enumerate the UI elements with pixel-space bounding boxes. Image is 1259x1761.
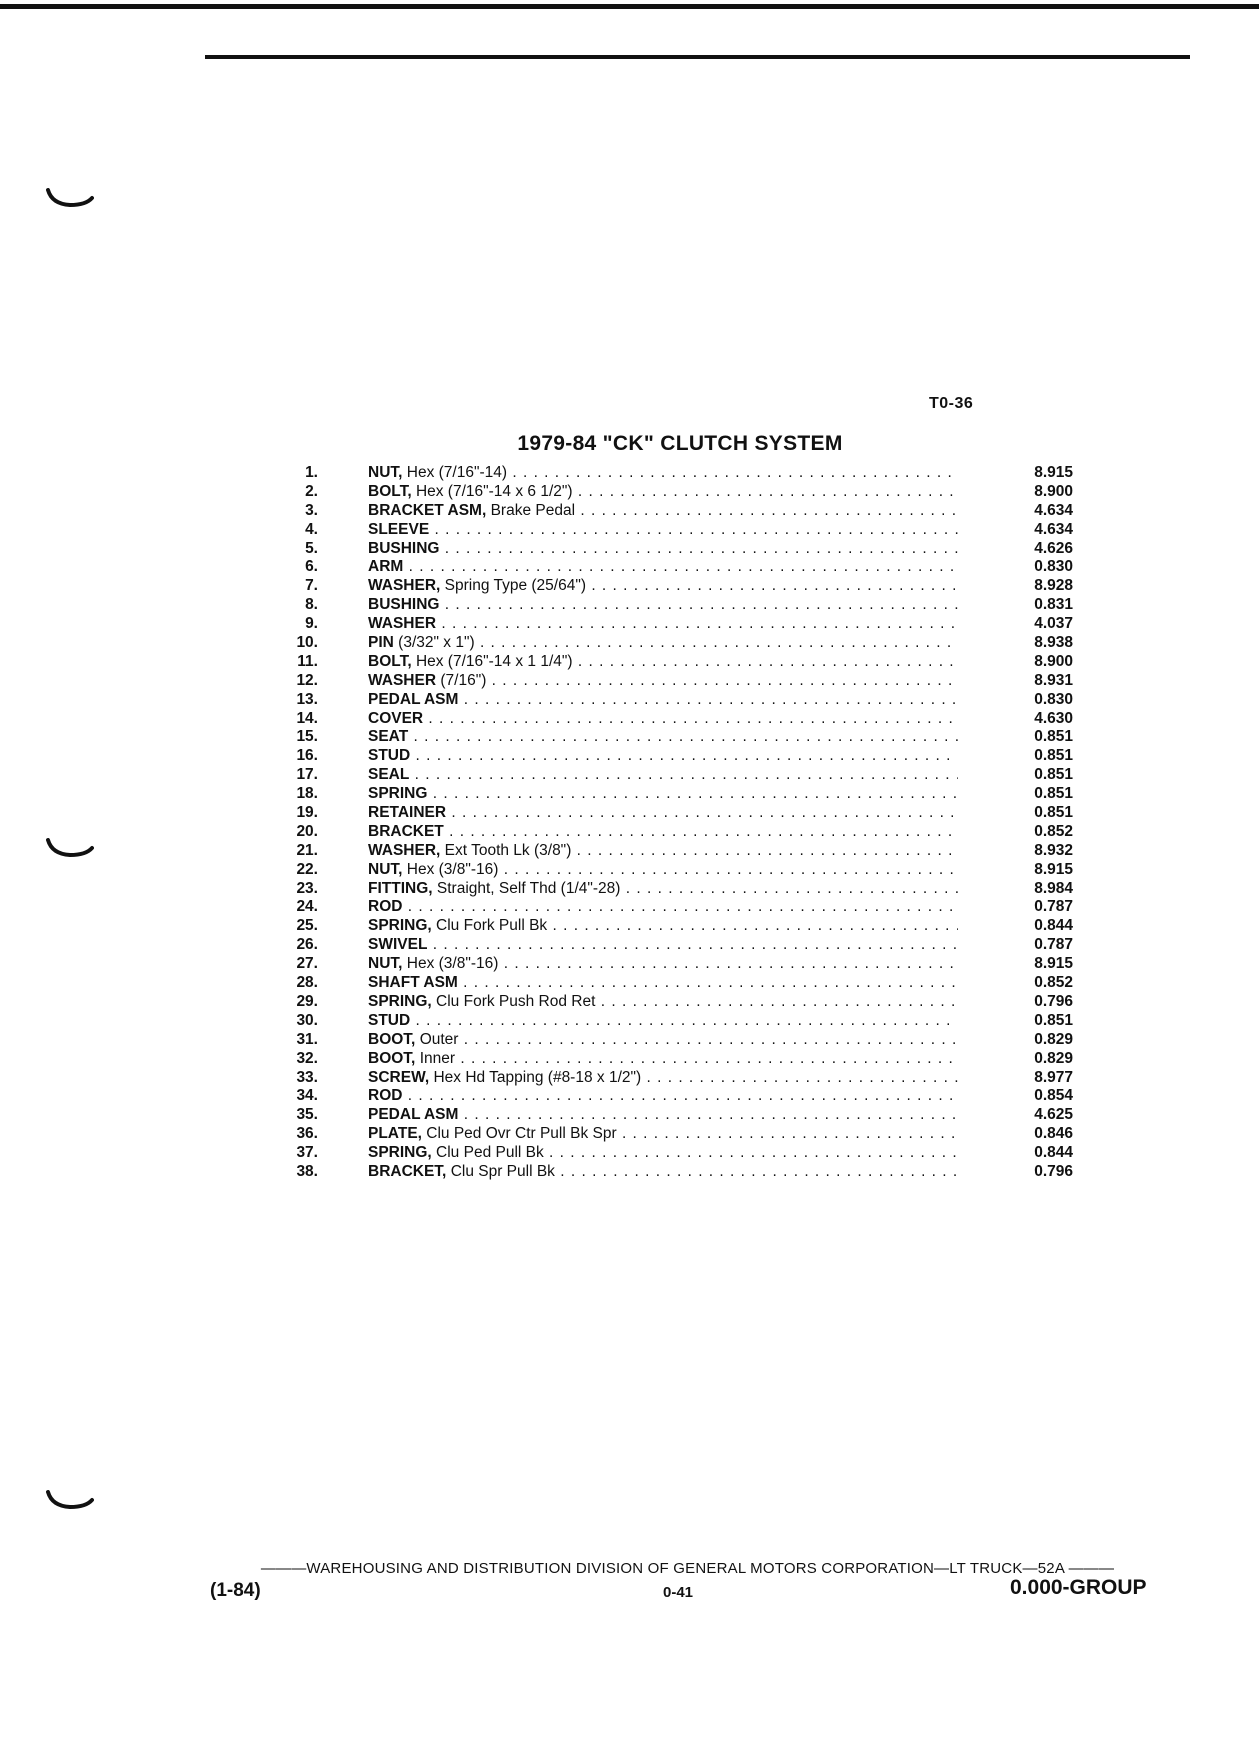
- item-group-code: 8.915: [1034, 464, 1073, 481]
- item-description: [368, 803, 958, 822]
- item-description: [368, 576, 958, 595]
- item-name: WASHER,: [368, 577, 441, 595]
- item-description: [368, 1105, 958, 1124]
- item-group-code: 8.900: [1034, 652, 1073, 670]
- item-number: 7.: [305, 577, 318, 595]
- item-description: [368, 1124, 958, 1143]
- item-number: 5.: [305, 539, 318, 557]
- list-item: [280, 916, 1080, 935]
- item-group-code: 8.938: [1034, 634, 1073, 652]
- footer-page-number: 0-41: [663, 1584, 694, 1601]
- item-number: 33.: [296, 1068, 318, 1086]
- item-group-code: 0.851: [1034, 728, 1073, 746]
- item-name: NUT,: [368, 464, 403, 481]
- item-number: 32.: [296, 1049, 318, 1067]
- item-detail: Ext Tooth Lk (3/8"): [444, 841, 572, 859]
- item-number: 9.: [305, 615, 318, 633]
- item-name: PIN: [368, 634, 394, 652]
- list-item: [280, 1162, 1080, 1181]
- list-item: [280, 595, 1080, 614]
- item-description: [368, 897, 958, 916]
- item-name: SCREW,: [368, 1068, 430, 1086]
- item-name: ROD: [368, 1087, 403, 1105]
- list-item: [280, 746, 1080, 765]
- item-name: BRACKET,: [368, 1162, 447, 1180]
- item-name: BRACKET: [368, 822, 444, 840]
- item-name: SPRING,: [368, 917, 432, 935]
- item-number: 30.: [296, 1011, 318, 1029]
- item-group-code: 8.984: [1034, 879, 1073, 897]
- item-group-code: 0.851: [1034, 747, 1073, 765]
- binder-hole-mark-icon: [46, 1490, 94, 1510]
- item-detail: Hex (7/16"-14 x 1 1/4"): [415, 652, 573, 670]
- list-item: [280, 1105, 1080, 1124]
- item-name: BOOT,: [368, 1049, 416, 1067]
- item-number: 31.: [296, 1030, 318, 1048]
- item-name: PEDAL ASM: [368, 1106, 459, 1124]
- top-border-rule: [0, 4, 1259, 9]
- item-detail: Inner: [419, 1049, 456, 1067]
- item-description: [368, 860, 958, 879]
- item-name: NUT,: [368, 955, 403, 973]
- item-group-code: 8.928: [1034, 577, 1073, 595]
- list-item: [280, 1011, 1080, 1030]
- item-group-code: 8.932: [1034, 841, 1073, 859]
- item-name: BUSHING: [368, 539, 440, 557]
- parts-list: [280, 463, 1080, 1181]
- item-description: [368, 595, 958, 614]
- item-description: [368, 765, 958, 784]
- item-number: 25.: [296, 917, 318, 935]
- item-description: [368, 727, 958, 746]
- item-detail: Spring Type (25/64"): [444, 577, 587, 595]
- item-number: 18.: [296, 785, 318, 803]
- item-number: 22.: [296, 860, 318, 878]
- page-title: 1979-84 "CK" CLUTCH SYSTEM: [517, 432, 843, 455]
- item-number: 13.: [296, 690, 318, 708]
- item-description: [368, 784, 958, 803]
- item-description: [368, 954, 958, 973]
- item-description: [368, 841, 958, 860]
- item-group-code: 0.852: [1034, 822, 1073, 840]
- list-item: [280, 671, 1080, 690]
- list-item: [280, 614, 1080, 633]
- item-group-code: 0.851: [1034, 1011, 1073, 1029]
- list-item: [280, 973, 1080, 992]
- item-name: STUD: [368, 747, 411, 765]
- item-group-code: 4.630: [1034, 709, 1073, 727]
- item-name: ARM: [368, 558, 404, 576]
- list-item: [280, 992, 1080, 1011]
- footer-date: (1-84): [210, 1580, 261, 1601]
- item-number: 21.: [296, 841, 318, 859]
- item-description: [368, 822, 958, 841]
- item-group-code: 0.846: [1034, 1125, 1073, 1143]
- item-name: SHAFT ASM: [368, 974, 458, 992]
- item-number: 3.: [305, 501, 318, 519]
- list-item: [280, 482, 1080, 501]
- item-group-code: 0.787: [1034, 898, 1073, 916]
- item-description: [368, 1011, 958, 1030]
- item-description: [368, 1143, 958, 1162]
- item-description: [368, 935, 958, 954]
- item-group-code: 0.787: [1034, 936, 1073, 954]
- item-name: PEDAL ASM: [368, 690, 459, 708]
- item-number: 8.: [305, 596, 318, 614]
- item-number: 23.: [296, 879, 318, 897]
- binder-hole-mark-icon: [46, 188, 94, 208]
- item-number: 34.: [296, 1087, 318, 1105]
- item-description: [368, 1068, 958, 1087]
- item-name: WASHER,: [368, 841, 441, 859]
- item-description: [368, 1030, 958, 1049]
- item-name: BUSHING: [368, 596, 440, 614]
- item-detail: Clu Spr Pull Bk: [450, 1162, 555, 1180]
- item-group-code: 0.844: [1034, 917, 1073, 935]
- list-item: [280, 633, 1080, 652]
- item-number: 37.: [296, 1144, 318, 1162]
- list-item: [280, 897, 1080, 916]
- item-detail: Hex (7/16"-14): [406, 464, 508, 481]
- item-group-code: 4.634: [1034, 520, 1073, 538]
- item-detail: Outer: [419, 1030, 459, 1048]
- item-group-code: 0.830: [1034, 690, 1073, 708]
- item-group-code: 0.851: [1034, 766, 1073, 784]
- list-item: [280, 935, 1080, 954]
- list-item: [280, 954, 1080, 973]
- item-description: [368, 879, 958, 898]
- item-description: [368, 614, 958, 633]
- item-group-code: 8.915: [1034, 860, 1073, 878]
- item-group-code: 4.634: [1034, 501, 1073, 519]
- item-detail: Clu Ped Ovr Ctr Pull Bk Spr: [426, 1125, 617, 1143]
- item-number: 1.: [305, 464, 318, 481]
- item-number: 19.: [296, 804, 318, 822]
- item-number: 27.: [296, 955, 318, 973]
- item-detail: Clu Fork Pull Bk: [436, 917, 548, 935]
- item-name: WASHER: [368, 671, 437, 689]
- item-name: RETAINER: [368, 804, 447, 822]
- item-number: 6.: [305, 558, 318, 576]
- list-item: [280, 1086, 1080, 1105]
- item-name: ROD: [368, 898, 403, 916]
- item-number: 17.: [296, 766, 318, 784]
- item-group-code: 0.829: [1034, 1049, 1073, 1067]
- item-description: [368, 671, 958, 690]
- item-name: SPRING,: [368, 1144, 432, 1162]
- list-item: [280, 822, 1080, 841]
- list-item: [280, 463, 1080, 482]
- item-description: [368, 482, 958, 501]
- item-group-code: 0.831: [1034, 596, 1073, 614]
- item-name: BOLT,: [368, 652, 412, 670]
- item-detail: Clu Ped Pull Bk: [436, 1144, 544, 1162]
- item-detail: Clu Fork Push Rod Ret: [436, 992, 596, 1010]
- list-item: [280, 652, 1080, 671]
- item-name: COVER: [368, 709, 424, 727]
- item-name: BOOT,: [368, 1030, 416, 1048]
- item-number: 36.: [296, 1125, 318, 1143]
- item-description: [368, 633, 958, 652]
- list-item: [280, 1068, 1080, 1087]
- list-item: [280, 841, 1080, 860]
- item-number: 14.: [296, 709, 318, 727]
- item-detail: Hex (7/16"-14 x 6 1/2"): [415, 482, 573, 500]
- item-description: [368, 463, 958, 482]
- item-name: NUT,: [368, 860, 403, 878]
- item-group-code: 8.900: [1034, 482, 1073, 500]
- item-number: 29.: [296, 992, 318, 1010]
- item-detail: Brake Pedal: [490, 501, 576, 519]
- list-item: [280, 1143, 1080, 1162]
- item-description: [368, 992, 958, 1011]
- item-name: SEAL: [368, 766, 410, 784]
- item-group-code: 8.931: [1034, 671, 1073, 689]
- list-item: [280, 727, 1080, 746]
- item-group-code: 0.796: [1034, 992, 1073, 1010]
- item-number: 20.: [296, 822, 318, 840]
- item-number: 16.: [296, 747, 318, 765]
- item-name: SPRING,: [368, 992, 432, 1010]
- item-group-code: 0.852: [1034, 974, 1073, 992]
- list-item: [280, 803, 1080, 822]
- item-detail: Straight, Self Thd (1/4"-28): [436, 879, 621, 897]
- item-name: FITTING,: [368, 879, 433, 897]
- item-description: [368, 652, 958, 671]
- header-rule: [205, 55, 1190, 59]
- footer-publisher-line: ———WAREHOUSING AND DISTRIBUTION DIVISION OF GENERAL MOTORS CORPORATION—LT TRUCK—52A ———: [260, 1560, 1115, 1577]
- list-item: [280, 557, 1080, 576]
- item-group-code: 4.626: [1034, 539, 1073, 557]
- page-code: T0-36: [929, 395, 974, 412]
- item-description: [368, 1049, 958, 1068]
- list-item: [280, 765, 1080, 784]
- item-number: 2.: [305, 482, 318, 500]
- item-group-code: 0.796: [1034, 1162, 1073, 1180]
- item-detail: Hex (3/8"-16): [406, 955, 499, 973]
- item-number: 35.: [296, 1106, 318, 1124]
- item-description: [368, 1162, 958, 1181]
- item-number: 10.: [296, 634, 318, 652]
- item-description: [368, 746, 958, 765]
- list-item: [280, 1030, 1080, 1049]
- item-description: [368, 916, 958, 935]
- item-detail: Hex (3/8"-16): [406, 860, 499, 878]
- list-item: [280, 576, 1080, 595]
- list-item: [280, 879, 1080, 898]
- item-group-code: 8.915: [1034, 955, 1073, 973]
- item-number: 12.: [296, 671, 318, 689]
- item-description: [368, 1086, 958, 1105]
- item-description: [368, 709, 958, 728]
- item-number: 11.: [297, 652, 318, 670]
- item-description: [368, 539, 958, 558]
- item-group-code: 4.037: [1034, 615, 1073, 633]
- item-number: 28.: [296, 974, 318, 992]
- item-name: PLATE,: [368, 1125, 422, 1143]
- binder-hole-mark-icon: [46, 838, 94, 858]
- item-group-code: 0.851: [1034, 804, 1073, 822]
- item-description: [368, 690, 958, 709]
- item-name: BRACKET ASM,: [368, 501, 487, 519]
- item-detail: Hex Hd Tapping (#8-18 x 1/2"): [433, 1068, 642, 1086]
- item-name: WASHER: [368, 615, 437, 633]
- item-name: SLEEVE: [368, 520, 430, 538]
- list-item: [280, 501, 1080, 520]
- list-item: [280, 539, 1080, 558]
- item-group-code: 4.625: [1034, 1106, 1073, 1124]
- item-name: STUD: [368, 1011, 411, 1029]
- item-name: SPRING: [368, 785, 428, 803]
- list-item: [280, 1124, 1080, 1143]
- list-item: [280, 690, 1080, 709]
- item-description: [368, 973, 958, 992]
- list-item: [280, 784, 1080, 803]
- item-description: [368, 501, 958, 520]
- item-number: 24.: [296, 898, 318, 916]
- item-group-code: 0.829: [1034, 1030, 1073, 1048]
- list-item: [280, 709, 1080, 728]
- item-name: BOLT,: [368, 482, 412, 500]
- item-group-code: 0.854: [1034, 1087, 1073, 1105]
- item-number: 38.: [296, 1162, 318, 1180]
- item-description: [368, 557, 958, 576]
- item-description: [368, 520, 958, 539]
- item-group-code: 8.977: [1034, 1068, 1073, 1086]
- item-name: SEAT: [368, 728, 409, 746]
- item-detail: (3/32" x 1"): [398, 634, 475, 652]
- list-item: [280, 1049, 1080, 1068]
- item-number: 4.: [305, 520, 318, 538]
- list-item: [280, 860, 1080, 879]
- item-group-code: 0.830: [1034, 558, 1073, 576]
- item-group-code: 0.851: [1034, 785, 1073, 803]
- item-number: 15.: [296, 728, 318, 746]
- item-name: SWIVEL: [368, 936, 428, 954]
- list-item: [280, 520, 1080, 539]
- item-group-code: 0.844: [1034, 1144, 1073, 1162]
- item-number: 26.: [296, 936, 318, 954]
- item-detail: (7/16"): [440, 671, 487, 689]
- footer-group: 0.000-GROUP: [1010, 1576, 1147, 1599]
